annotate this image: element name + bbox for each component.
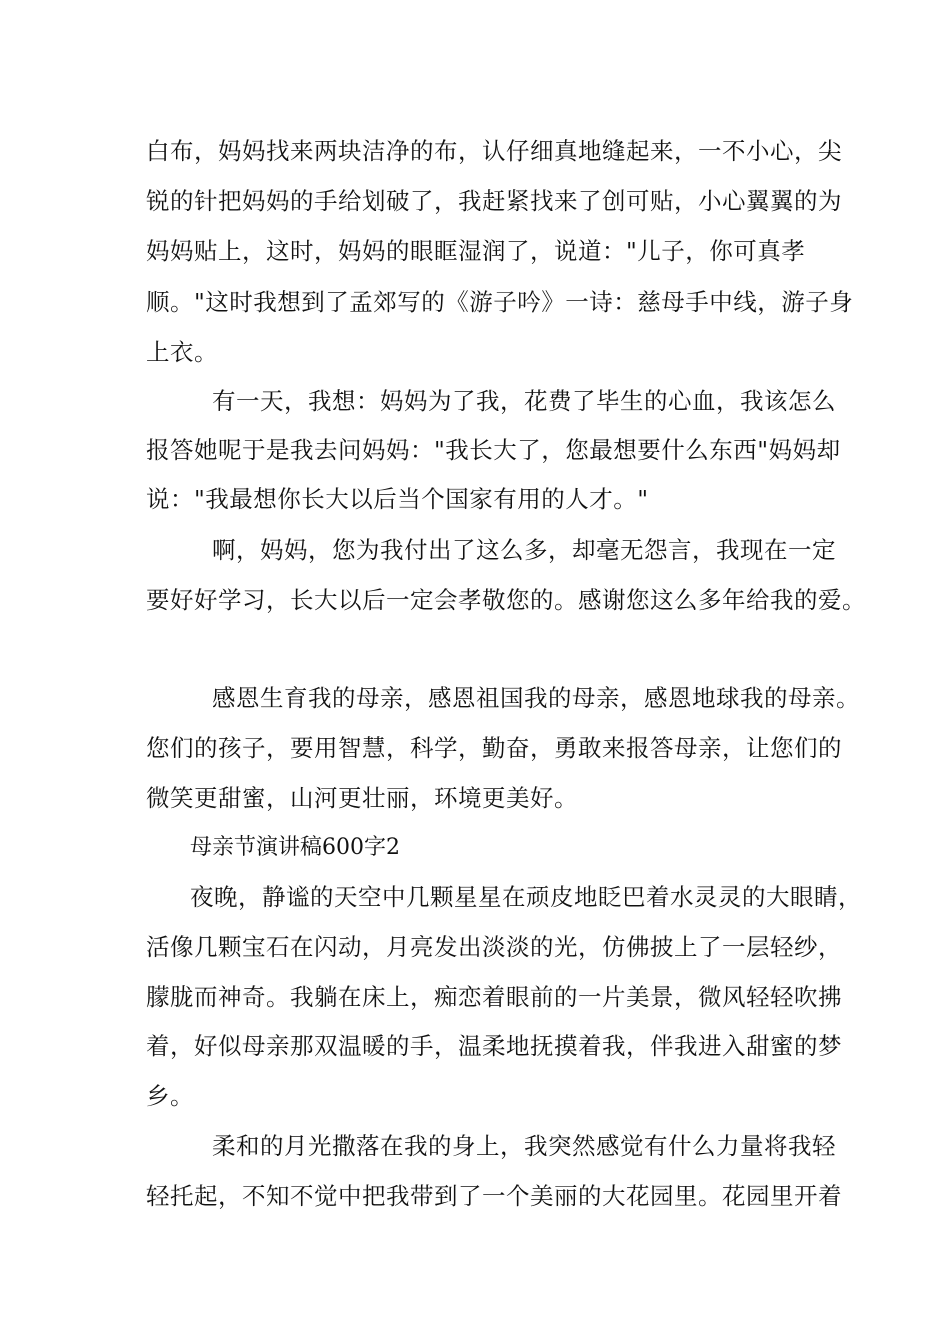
text-line: 活像几颗宝石在闪动，月亮发出淡淡的光，仿佛披上了一层轻纱， <box>146 933 842 961</box>
section-heading: 母亲节演讲稿600字2 <box>190 835 400 860</box>
text-line: 报答她呢于是我去问妈妈："我长大了，您最想要什么东西"妈妈却 <box>146 436 841 464</box>
text-line: 感恩生育我的母亲，感恩祖国我的母亲，感恩地球我的母亲。 <box>212 684 860 712</box>
text-line: 白布，妈妈找来两块洁净的布，认仔细真地缝起来，一不小心，尖 <box>146 137 842 165</box>
text-line: 您们的孩子，要用智慧，科学，勤奋，勇敢来报答母亲，让您们的 <box>146 734 842 762</box>
text-line: 着，好似母亲那双温暖的手，温柔地抚摸着我，伴我进入甜蜜的梦 <box>146 1032 842 1060</box>
text-line: 夜晚，静谧的天空中几颗星星在顽皮地眨巴着水灵灵的大眼睛， <box>190 883 862 911</box>
text-line: 微笑更甜蜜，山河更壮丽，环境更美好。 <box>146 784 578 812</box>
text-line: 要好好学习，长大以后一定会孝敬您的。感谢您这么多年给我的爱。 <box>146 586 866 614</box>
text-line: 有一天，我想：妈妈为了我，花费了毕生的心血，我该怎么 <box>212 387 836 415</box>
text-line: 顺。"这时我想到了孟郊写的《游子吟》一诗：慈母手中线，游子身 <box>146 288 854 316</box>
text-line: 乡。 <box>146 1082 194 1110</box>
text-line: 妈妈贴上，这时，妈妈的眼眶湿润了，说道："儿子，你可真孝 <box>146 237 806 265</box>
text-line: 轻托起，不知不觉中把我带到了一个美丽的大花园里。花园里开着 <box>146 1182 842 1210</box>
text-line: 柔和的月光撒落在我的身上，我突然感觉有什么力量将我轻 <box>212 1132 836 1160</box>
text-line: 上衣。 <box>146 338 218 366</box>
text-line: 锐的针把妈妈的手给划破了，我赶紧找来了创可贴，小心翼翼的为 <box>146 187 842 215</box>
text-line: 说："我最想你长大以后当个国家有用的人才。" <box>146 485 649 513</box>
text-line: 朦胧而神奇。我躺在床上，痴恋着眼前的一片美景，微风轻轻吹拂 <box>146 983 842 1011</box>
text-line: 啊，妈妈，您为我付出了这么多，却毫无怨言，我现在一定 <box>212 536 836 564</box>
